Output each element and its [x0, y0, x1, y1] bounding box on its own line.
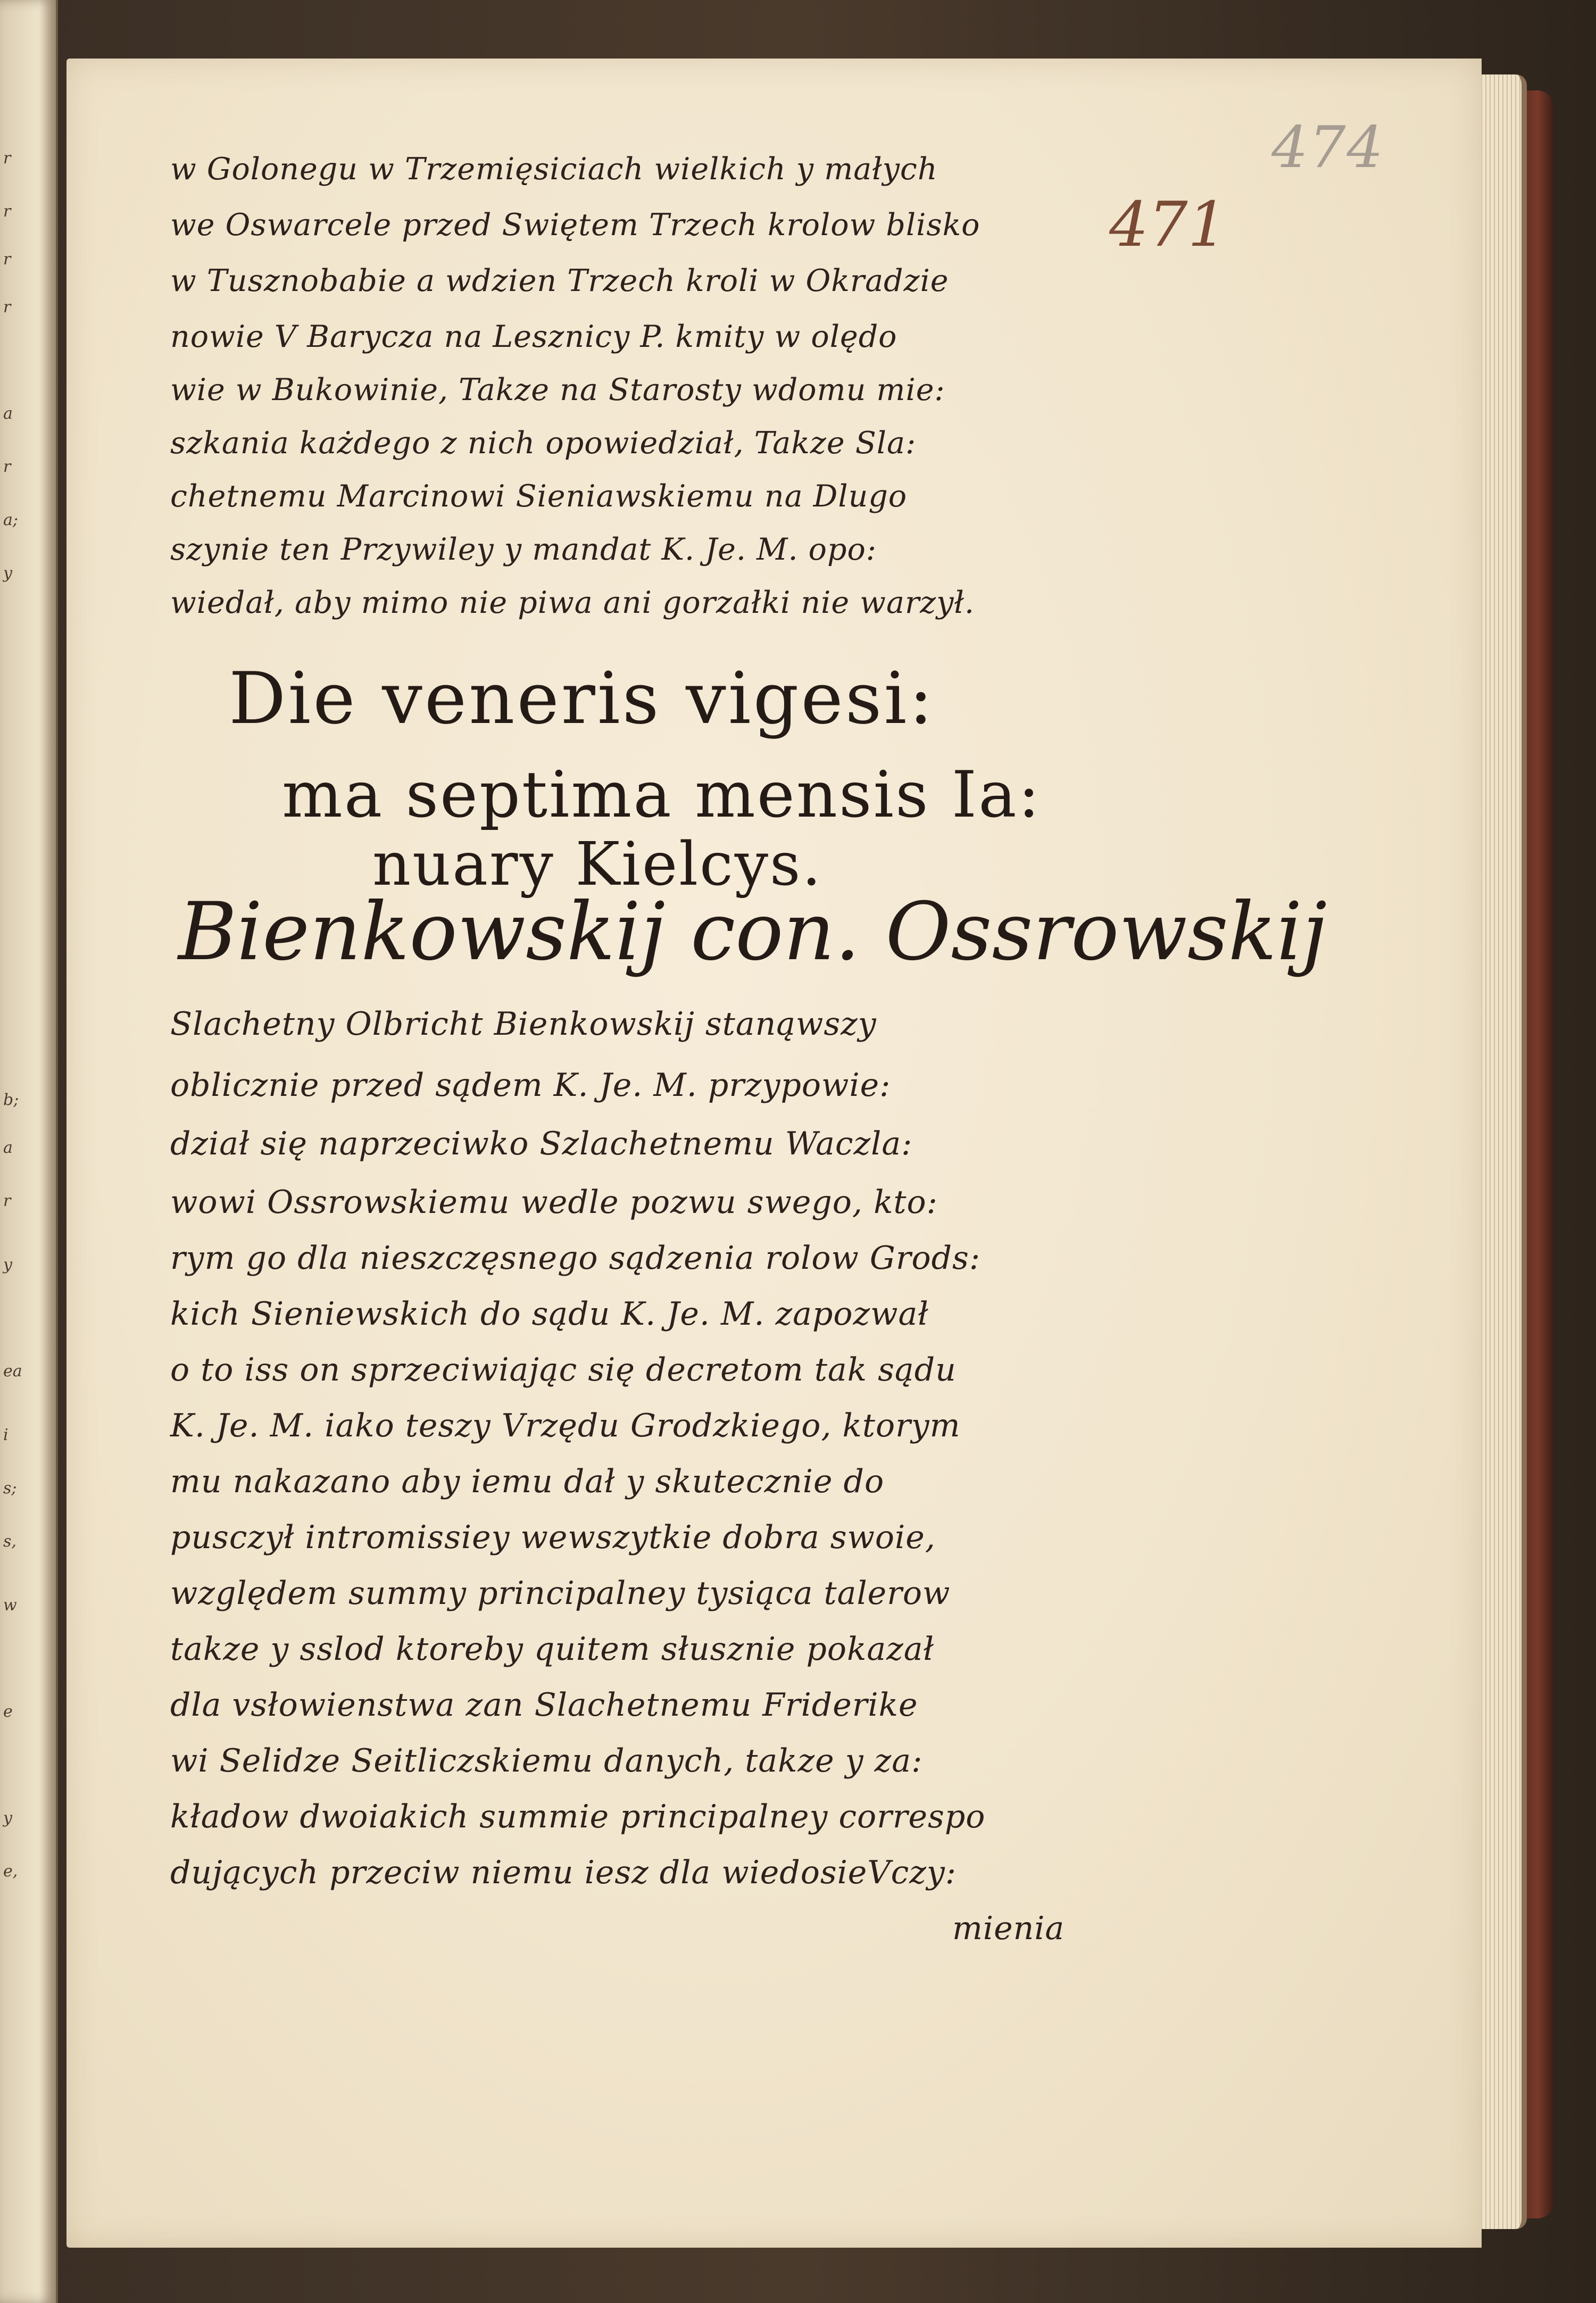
text-line: względem summy principalney tysiąca talerow [170, 1575, 951, 1612]
text-line: szynie ten Przywiley y mandat K. Je. M. opo: [170, 532, 877, 567]
text-line: K. Je. M. iako teszy Vrzędu Grodzkiego, ktorym [170, 1407, 961, 1444]
margin-fragment: e, [3, 1862, 18, 1881]
text-line: wi Selidze Seitliczskiemu danych, takze y za: [170, 1742, 923, 1780]
margin-fragment: a [3, 404, 13, 423]
margin-fragment: i [3, 1426, 9, 1444]
date-heading-line: ma septima mensis Ia: [282, 758, 1042, 832]
text-line: rym go dla nieszczęsnego sądzenia rolow Grods: [170, 1240, 981, 1277]
text-line: chetnemu Marcinowi Sieniawskiemu na Dlugo [170, 479, 908, 514]
margin-fragment: r [3, 458, 11, 476]
text-line: dla vsłowienstwa zan Slachetnemu Friderike [170, 1686, 918, 1724]
text-line: wie w Bukowinie, Takze na Starosty wdomu mie: [170, 372, 945, 408]
margin-fragment: y [3, 1256, 12, 1274]
text-line: kładow dwoiakich summie principalney correspo [170, 1798, 986, 1835]
margin-fragment: a; [3, 511, 18, 529]
margin-fragment: w [3, 1596, 17, 1615]
margin-fragment: r [3, 202, 11, 221]
text-line: oblicznie przed sądem K. Je. M. przypowie: [170, 1067, 891, 1104]
margin-fragment: s; [3, 1479, 17, 1498]
margin-fragment: y [3, 564, 12, 583]
date-heading-line: Die veneris vigesi: [229, 657, 935, 740]
margin-fragment: a [3, 1138, 13, 1157]
text-line: szkania każdego z nich opowiedział, Takze Sla: [170, 426, 917, 461]
text-line: dział się naprzeciwko Szlachetnemu Waczla: [170, 1125, 913, 1162]
text-line: w Golonegu w Trzemięsiciach wielkich y małych [170, 152, 938, 187]
margin-fragment: r [3, 298, 11, 317]
margin-fragment: r [3, 250, 11, 269]
date-heading-line: nuary Kielcys. [372, 830, 823, 899]
text-line: o to iss on sprzeciwiając się decretom tak sądu [170, 1351, 957, 1389]
case-title: Bienkowskij con. Ossrowskij [178, 886, 1327, 978]
text-line: wiedał, aby mimo nie piwa ani gorzałki nie warzył. [170, 585, 975, 620]
folio-number-handwritten: 471 [1109, 189, 1227, 261]
text-line: mu nakazano aby iemu dał y skutecznie do [170, 1463, 885, 1500]
folio-number-stamp: 474 [1271, 114, 1385, 181]
text-line: wowi Ossrowskiemu wedle pozwu swego, kto: [170, 1184, 938, 1221]
margin-fragment: r [3, 149, 11, 168]
margin-fragment: y [3, 1809, 12, 1827]
text-line: w Tusznobabie a wdzien Trzech kroli w Okradzie [170, 263, 949, 298]
text-line: nowie V Barycza na Lesznicy P. kmity w olędo [170, 319, 897, 354]
left-page-edge [0, 0, 58, 2303]
margin-fragment: ea [3, 1362, 22, 1381]
margin-fragment: r [3, 1192, 11, 1210]
text-line: pusczył intromissiey wewszytkie dobra swoie, [170, 1519, 936, 1556]
text-line: kich Sieniewskich do sądu K. Je. M. zapozwał [170, 1295, 929, 1333]
text-line: we Oswarcele przed Swiętem Trzech krolow blisko [170, 207, 980, 243]
text-line: dujących przeciw niemu iesz dla wiedosieVczy: [170, 1854, 957, 1891]
text-line: Slachetny Olbricht Bienkowskij stanąwszy [170, 1005, 877, 1043]
margin-fragment: b; [3, 1091, 19, 1109]
catchword: mienia [952, 1910, 1065, 1947]
margin-fragment: e [3, 1702, 13, 1721]
margin-fragment: s, [3, 1532, 16, 1551]
text-line: takze y sslod ktoreby quitem słusznie pokazał [170, 1631, 934, 1668]
